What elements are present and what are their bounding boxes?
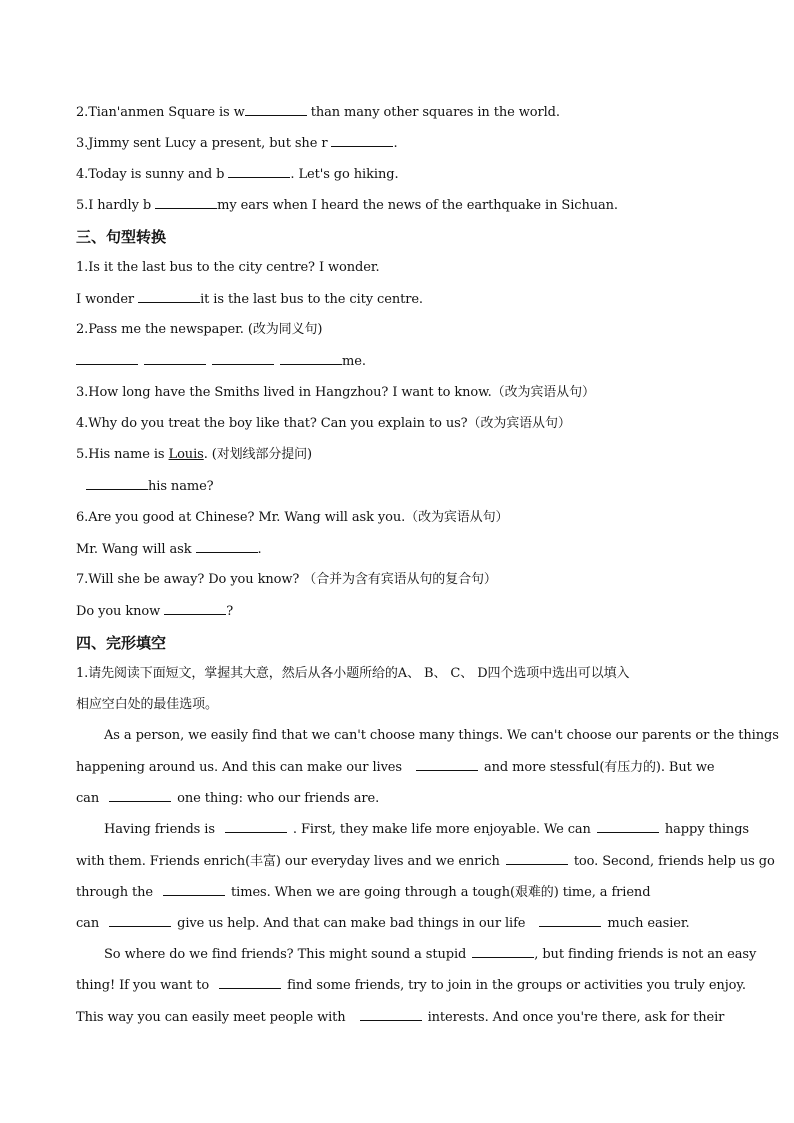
question-3-line bbox=[76, 134, 718, 153]
passage-text: So where do we find friends? This might sound a stupid bbox=[104, 947, 467, 962]
answer-suffix: me. bbox=[342, 354, 366, 369]
s3-question-6: 6.Are you good at Chinese? Mr. Wang will ask you.（改为宾语从句） bbox=[76, 510, 509, 525]
question-3-text-end: . bbox=[393, 136, 398, 151]
answer-blank[interactable] bbox=[225, 820, 287, 833]
passage-p3-line-3 bbox=[76, 1008, 725, 1027]
question-text: 5.His name is bbox=[76, 447, 169, 462]
passage-text: too. Second, friends help us go bbox=[573, 854, 775, 869]
passage-text: find some friends, try to join in the groups or activities you truly enjoy. bbox=[287, 978, 746, 993]
answer-blank[interactable] bbox=[196, 540, 258, 553]
s3-answer-2-line bbox=[76, 352, 718, 371]
passage-text: happening around us. And this can make our lives bbox=[76, 760, 402, 775]
passage-p2-line-3 bbox=[76, 883, 718, 902]
passage-text: and more stessful(有压力的). But we bbox=[483, 760, 715, 775]
passage-text: happy things bbox=[664, 822, 749, 837]
answer-prefix: I wonder bbox=[76, 292, 139, 307]
answer-blank[interactable] bbox=[416, 758, 478, 771]
s3-answer-7-line bbox=[76, 602, 718, 621]
passage-text: This way you can easily meet people with bbox=[76, 1010, 346, 1025]
s3-question-7: 7.Will she be away? Do you know? （合并为含有宾语从句的复合句） bbox=[76, 572, 497, 587]
s3-question-3: 3.How long have the Smiths lived in Hangzhou? I want to know.（改为宾语从句） bbox=[76, 385, 595, 400]
s3-question-2: 2.Pass me the newspaper. (改为同义句) bbox=[76, 322, 323, 337]
answer-blank[interactable] bbox=[219, 976, 281, 989]
section-3-heading: 三、句型转换 bbox=[76, 228, 167, 246]
answer-suffix: . bbox=[257, 542, 262, 557]
passage-text: Having friends is bbox=[104, 822, 215, 837]
answer-blank[interactable] bbox=[597, 820, 659, 833]
answer-blank[interactable] bbox=[245, 103, 307, 116]
passage-text: much easier. bbox=[607, 916, 690, 931]
question-2-line bbox=[76, 103, 718, 122]
answer-blank[interactable] bbox=[138, 290, 200, 303]
answer-blank[interactable] bbox=[212, 352, 274, 365]
answer-blank[interactable] bbox=[228, 165, 290, 178]
question-2-text: 2.Tian'anmen Square is w bbox=[76, 105, 245, 120]
passage-text: one thing: who our friends are. bbox=[177, 791, 380, 806]
answer-blank[interactable] bbox=[109, 914, 171, 927]
answer-suffix: his name? bbox=[148, 479, 214, 494]
s4-instruction-line-2: 相应空白处的最佳选项。 bbox=[76, 697, 218, 712]
s3-answer-1-line bbox=[76, 290, 718, 309]
answer-blank[interactable] bbox=[144, 352, 206, 365]
answer-blank[interactable] bbox=[109, 789, 171, 802]
passage-text: can bbox=[76, 916, 100, 931]
answer-suffix: ? bbox=[226, 604, 234, 619]
answer-blank[interactable] bbox=[155, 196, 217, 209]
answer-blank[interactable] bbox=[164, 602, 226, 615]
answer-blank[interactable] bbox=[163, 883, 225, 896]
answer-blank[interactable] bbox=[360, 1008, 422, 1021]
passage-text: thing! If you want to bbox=[76, 978, 210, 993]
answer-blank[interactable] bbox=[280, 352, 342, 365]
s4-instruction-line-1: 1.请先阅读下面短文，掌握其大意，然后从各小题所给的A、 B、 C、 D四个选项中选出可以填入 bbox=[76, 666, 630, 681]
answer-blank[interactable] bbox=[472, 945, 534, 958]
passage-text: can bbox=[76, 791, 100, 806]
question-5-text: 5.I hardly b bbox=[76, 198, 156, 213]
underlined-word: Louis bbox=[168, 447, 204, 462]
passage-text: with them. Friends enrich(丰富) our everyday lives and we enrich bbox=[76, 854, 500, 869]
question-4-text: 4.Today is sunny and b bbox=[76, 167, 229, 182]
passage-text: give us help. And that can make bad things in our life bbox=[177, 916, 526, 931]
passage-p3-line-1 bbox=[104, 945, 757, 964]
passage-p2-line-4 bbox=[76, 914, 718, 933]
passage-text: , but finding friends is not an easy bbox=[534, 947, 757, 962]
question-5-line bbox=[76, 196, 718, 215]
s3-question-5-line bbox=[76, 446, 718, 464]
passage-text: times. When we are going through a tough(艰难的) time, a friend bbox=[231, 885, 651, 900]
passage-p2-line-1 bbox=[104, 820, 749, 839]
answer-blank[interactable] bbox=[539, 914, 601, 927]
answer-prefix: Do you know bbox=[76, 604, 165, 619]
question-3-text: 3.Jimmy sent Lucy a present, but she r bbox=[76, 136, 332, 151]
passage-p1-line-1: As a person, we easily find that we can't choose many things. We can't choose our parents or the things bbox=[104, 728, 779, 743]
answer-suffix: it is the last bus to the city centre. bbox=[200, 292, 423, 307]
question-5-text-end: my ears when I heard the news of the earthquake in Sichuan. bbox=[217, 198, 618, 213]
answer-blank[interactable] bbox=[86, 477, 148, 490]
s3-answer-6-line bbox=[76, 540, 718, 559]
passage-p2-line-2 bbox=[76, 852, 775, 871]
answer-blank[interactable] bbox=[506, 852, 568, 865]
question-4-line bbox=[76, 165, 718, 184]
passage-text: . First, they make life more enjoyable. We can bbox=[292, 822, 591, 837]
passage-text: interests. And once you're there, ask for their bbox=[427, 1010, 725, 1025]
section-4-heading: 四、完形填空 bbox=[76, 634, 167, 652]
s3-answer-5-line bbox=[86, 477, 718, 496]
passage-p1-line-2 bbox=[76, 758, 718, 777]
passage-text: through the bbox=[76, 885, 154, 900]
answer-prefix: Mr. Wang will ask bbox=[76, 542, 196, 557]
passage-p1-line-3 bbox=[76, 789, 718, 808]
question-2-text-end: than many other squares in the world. bbox=[306, 105, 560, 120]
s3-question-4: 4.Why do you treat the boy like that? Can you explain to us?（改为宾语从句） bbox=[76, 416, 571, 431]
s3-question-1: 1.Is it the last bus to the city centre? I wonder. bbox=[76, 260, 380, 275]
question-4-text-end: . Let's go hiking. bbox=[290, 167, 399, 182]
answer-blank[interactable] bbox=[331, 134, 393, 147]
question-text-end: . (对划线部分提问) bbox=[203, 447, 313, 462]
answer-blank[interactable] bbox=[76, 352, 138, 365]
passage-p3-line-2 bbox=[76, 976, 746, 995]
